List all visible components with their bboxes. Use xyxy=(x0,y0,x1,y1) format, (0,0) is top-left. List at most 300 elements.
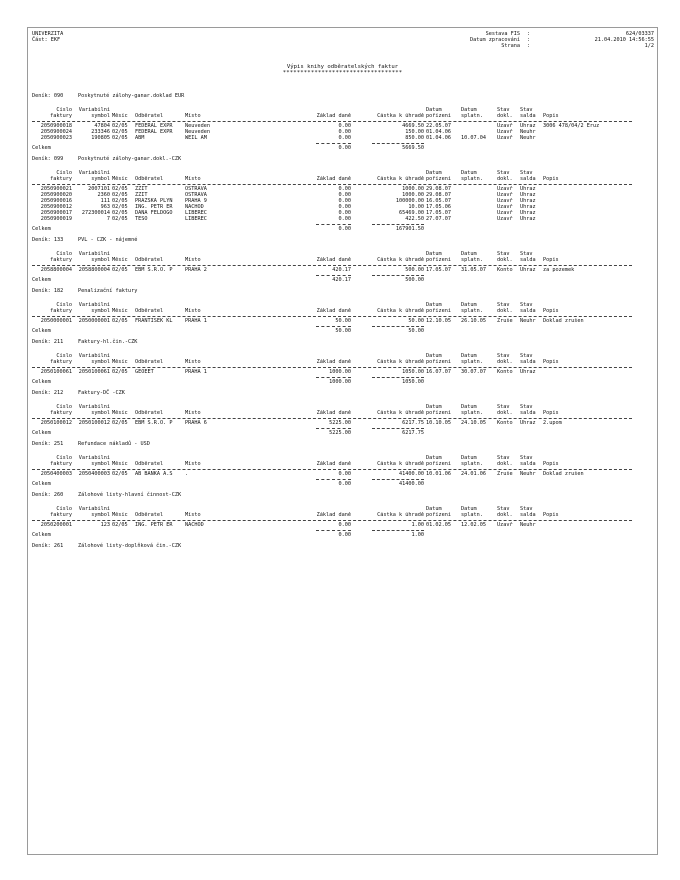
cell-date-created: 27.07.07 xyxy=(426,216,451,222)
column-header-date-created: pořízení xyxy=(426,359,451,365)
cell-amount-due: 6217.75 xyxy=(402,420,424,426)
cell-customer: ZZIT xyxy=(135,186,148,192)
total-row xyxy=(32,145,652,152)
column-header-variable-symbol: symbol xyxy=(91,461,110,467)
header-separator xyxy=(32,184,632,185)
column-header-top-balance-status: Stav xyxy=(520,353,533,359)
cell-balance-status: Uhraz xyxy=(520,123,536,129)
total-row xyxy=(32,430,652,437)
journal-name: Zálohové listy-hlavní činnost-CZK xyxy=(78,492,182,498)
column-header-balance-status: salda xyxy=(520,461,536,467)
column-header xyxy=(32,403,652,417)
cell-amount-due: 50.00 xyxy=(408,318,424,324)
header-separator xyxy=(32,469,632,470)
cell-customer: FEDERAL EXPR xyxy=(135,129,173,135)
column-header-date-created: pořízení xyxy=(426,257,451,263)
cell-amount-due: 1050.00 xyxy=(402,369,424,375)
cell-balance-status: Uhraz xyxy=(520,198,536,204)
cell-date-created: 12.10.05 xyxy=(426,318,451,324)
cell-tax-base: 0.00 xyxy=(338,204,351,210)
cell-variable-symbol: 2050100061 xyxy=(78,369,110,375)
total-separator-amount xyxy=(372,326,424,327)
cell-doc-status: Konto xyxy=(497,369,513,375)
column-header xyxy=(32,454,652,468)
column-header-balance-status: salda xyxy=(520,176,536,182)
column-header-date-due: splatn. xyxy=(461,257,483,263)
column-header-month: Měsíc xyxy=(112,461,128,467)
column-header-date-created: pořízení xyxy=(426,461,451,467)
column-header-description: Popis xyxy=(543,461,559,467)
column-header-balance-status: salda xyxy=(520,113,536,119)
cell-description: 3006 478/04/2 Eruz xyxy=(543,123,600,129)
column-header-top-date-created: Datum xyxy=(426,506,442,512)
column-header-date-due: splatn. xyxy=(461,308,483,314)
cell-customer: DANA FELDOGO xyxy=(135,210,173,216)
cell-variable-symbol: 2050000001 xyxy=(78,318,110,324)
cell-doc-status: Uzavř xyxy=(497,186,513,192)
column-header-customer: Odběratel xyxy=(135,113,164,119)
cell-tax-base: 0.00 xyxy=(338,129,351,135)
column-header-month: Měsíc xyxy=(112,512,128,518)
column-header-date-created: pořízení xyxy=(426,113,451,119)
column-header-top-date-due: Datum xyxy=(461,353,477,359)
column-header-doc-status: dokl. xyxy=(497,410,513,416)
column-header-top-doc-status: Stav xyxy=(497,506,510,512)
cell-date-due: 24.10.05 xyxy=(461,420,486,426)
cell-month: 02/05 xyxy=(112,420,128,426)
cell-place: PRAHA 2 xyxy=(185,267,207,273)
column-header-tax-base: Základ daně xyxy=(316,113,351,119)
cell-variable-symbol: 111 xyxy=(100,198,110,204)
cell-month: 02/05 xyxy=(112,522,128,528)
column-header-description: Popis xyxy=(543,113,559,119)
column-header-tax-base: Základ daně xyxy=(316,176,351,182)
journal-label-text: Deník: xyxy=(32,237,51,243)
cell-tax-base: 0.00 xyxy=(338,135,351,141)
total-separator-tax xyxy=(316,479,351,480)
header-separator xyxy=(32,418,632,419)
total-separator-tax xyxy=(316,326,351,327)
cell-invoice-number: 2050900019 xyxy=(40,216,72,222)
cell-date-created: 10.10.05 xyxy=(426,420,451,426)
journal-label xyxy=(32,492,78,498)
cell-place: LIBEREC xyxy=(185,216,207,222)
journal-label xyxy=(32,156,78,162)
cell-date-created: 01.04.06 xyxy=(426,135,451,141)
cell-date-created: 01.04.06 xyxy=(426,129,451,135)
total-separator-amount xyxy=(372,224,424,225)
journal-label-text: Deník: xyxy=(32,156,51,162)
total-amount-due: 1050.00 xyxy=(402,379,424,385)
journal-section-header xyxy=(32,156,652,165)
journal-name: Penalizační faktury xyxy=(78,288,138,294)
journal-code: 133 xyxy=(53,237,64,243)
cell-description: 2.upom xyxy=(543,420,562,426)
column-header-customer: Odběratel xyxy=(135,512,164,518)
column-header-date-due: splatn. xyxy=(461,512,483,518)
journal-section xyxy=(32,237,652,284)
cell-place: PRAHA 1 xyxy=(185,318,207,324)
column-header-doc-status: dokl. xyxy=(497,113,513,119)
cell-amount-due: 65469.00 xyxy=(399,210,424,216)
cell-place: Neuveden xyxy=(185,123,210,129)
total-separator-tax xyxy=(316,275,351,276)
column-header-balance-status: salda xyxy=(520,410,536,416)
cell-invoice-number: 2050100012 xyxy=(40,420,72,426)
total-separator-tax xyxy=(316,224,351,225)
column-header-doc-status: dokl. xyxy=(497,461,513,467)
column-header-customer: Odběratel xyxy=(135,176,164,182)
cell-amount-due: 4669.50 xyxy=(402,123,424,129)
column-header-month: Měsíc xyxy=(112,410,128,416)
cell-customer: GEOEET xyxy=(135,369,154,375)
column-header-description: Popis xyxy=(543,176,559,182)
total-row xyxy=(32,379,652,386)
cell-date-created: 29.08.07 xyxy=(426,186,451,192)
column-header-balance-status: salda xyxy=(520,512,536,518)
column-header-variable-symbol: symbol xyxy=(91,512,110,518)
report-header-right xyxy=(468,31,654,49)
column-header-amount-due: Částka k úhradě xyxy=(377,410,424,416)
cell-month: 02/05 xyxy=(112,135,128,141)
column-header xyxy=(32,301,652,315)
header-separator xyxy=(32,520,632,521)
total-label: Celkem xyxy=(32,328,51,334)
column-header-top-variable-symbol: Variabilní xyxy=(78,170,110,176)
column-header-invoice-number: faktury xyxy=(50,512,72,518)
cell-balance-status: Uhraz xyxy=(520,192,536,198)
cell-place: OSTRAVA xyxy=(185,192,207,198)
journal-section xyxy=(32,93,652,152)
column-header-description: Popis xyxy=(543,410,559,416)
cell-customer: PRAŽSKÁ PLYN xyxy=(135,198,173,204)
total-amount-due: 167901.50 xyxy=(395,226,424,232)
cell-amount-due: 41400.00 xyxy=(399,471,424,477)
cell-customer: ZZIT xyxy=(135,192,148,198)
column-header-description: Popis xyxy=(543,308,559,314)
cell-invoice-number: 2050100061 xyxy=(40,369,72,375)
column-header-top-variable-symbol: Variabilní xyxy=(78,251,110,257)
cell-month: 02/05 xyxy=(112,123,128,129)
column-header-top-invoice-number: Číslo xyxy=(56,506,72,512)
total-label: Celkem xyxy=(32,532,51,538)
column-header-top-doc-status: Stav xyxy=(497,251,510,257)
cell-tax-base: 0.00 xyxy=(338,186,351,192)
cell-invoice-number: 2050900016 xyxy=(40,198,72,204)
cell-tax-base: 0.00 xyxy=(338,210,351,216)
cell-date-created: 17.05.06 xyxy=(426,204,451,210)
column-header xyxy=(32,169,652,183)
column-header-balance-status: salda xyxy=(520,257,536,263)
column-header-doc-status: dokl. xyxy=(497,359,513,365)
cell-amount-due: 500.00 xyxy=(405,267,424,273)
journal-label xyxy=(32,543,78,549)
cell-invoice-number: 2050200001 xyxy=(40,522,72,528)
total-amount-due: 50.00 xyxy=(408,328,424,334)
cell-description: za pozemek xyxy=(543,267,575,273)
total-tax-base: 0.00 xyxy=(338,481,351,487)
cell-variable-symbol: 47804 xyxy=(94,123,110,129)
column-header-top-balance-status: Stav xyxy=(520,506,533,512)
journal-section xyxy=(32,156,652,233)
column-header-month: Měsíc xyxy=(112,359,128,365)
column-header-top-variable-symbol: Variabilní xyxy=(78,353,110,359)
column-header-customer: Odběratel xyxy=(135,257,164,263)
cell-description: Doklad zrušen xyxy=(543,471,584,477)
cell-month: 02/05 xyxy=(112,198,128,204)
column-header-top-invoice-number: Číslo xyxy=(56,251,72,257)
cell-invoice-number: 2050400003 xyxy=(40,471,72,477)
total-tax-base: 5225.00 xyxy=(329,430,351,436)
cell-balance-status: Uhraz xyxy=(520,210,536,216)
column-header-invoice-number: faktury xyxy=(50,308,72,314)
column-header-date-due: splatn. xyxy=(461,359,483,365)
cell-month: 02/05 xyxy=(112,369,128,375)
column-header-invoice-number: faktury xyxy=(50,176,72,182)
journal-section xyxy=(32,492,652,539)
cell-amount-due: 850.00 xyxy=(405,135,424,141)
column-header-top-invoice-number: Číslo xyxy=(56,455,72,461)
column-header-variable-symbol: symbol xyxy=(91,257,110,263)
cell-balance-status: Neuhr xyxy=(520,129,536,135)
cell-variable-symbol: 7 xyxy=(106,216,110,222)
column-header-top-balance-status: Stav xyxy=(520,107,533,113)
cell-month: 02/05 xyxy=(112,204,128,210)
column-header-doc-status: dokl. xyxy=(497,308,513,314)
total-label: Celkem xyxy=(32,145,51,151)
column-header-variable-symbol: symbol xyxy=(91,308,110,314)
journal-section-header xyxy=(32,93,652,102)
column-header-top-doc-status: Stav xyxy=(497,353,510,359)
cell-balance-status: Neuhr xyxy=(520,522,536,528)
column-header-doc-status: dokl. xyxy=(497,512,513,518)
header-meta-value: 1/2 xyxy=(644,43,654,49)
column-header xyxy=(32,505,652,519)
column-header-place: Místo xyxy=(185,410,201,416)
report-header-left xyxy=(32,31,63,43)
column-header-tax-base: Základ daně xyxy=(316,410,351,416)
cell-tax-base: 0.00 xyxy=(338,123,351,129)
header-meta-colon: : xyxy=(526,37,530,43)
cell-place: NÁCHOD xyxy=(185,204,204,210)
cell-invoice-number: 2050900020 xyxy=(40,192,72,198)
column-header-customer: Odběratel xyxy=(135,461,164,467)
column-header-top-date-due: Datum xyxy=(461,251,477,257)
column-header-month: Měsíc xyxy=(112,113,128,119)
cell-place: . xyxy=(185,471,189,477)
column-header-top-variable-symbol: Variabilní xyxy=(78,404,110,410)
journal-code: 261 xyxy=(53,543,64,549)
journal-label-text: Deník: xyxy=(32,93,51,99)
cell-invoice-number: 2050900023 xyxy=(40,135,72,141)
journal-code: 251 xyxy=(53,441,64,447)
column-header-top-doc-status: Stav xyxy=(497,302,510,308)
column-header-top-invoice-number: Číslo xyxy=(56,404,72,410)
journal-name: Poskytnuté zálohy-ganar.dokl.-CZK xyxy=(78,156,182,162)
cell-balance-status: Uhraz xyxy=(520,204,536,210)
column-header-top-date-due: Datum xyxy=(461,302,477,308)
cell-invoice-number: 2050000001 xyxy=(40,318,72,324)
cell-tax-base: 0.00 xyxy=(338,216,351,222)
column-header-top-balance-status: Stav xyxy=(520,302,533,308)
cell-date-created: 01.02.05 xyxy=(426,522,451,528)
cell-doc-status: Uzavř xyxy=(497,123,513,129)
cell-variable-symbol: 2007101 xyxy=(88,186,110,192)
header-meta-value: 624/03337 xyxy=(625,31,654,37)
cell-month: 02/05 xyxy=(112,216,128,222)
cell-place: WEIL AM xyxy=(185,135,207,141)
column-header-tax-base: Základ daně xyxy=(316,257,351,263)
cell-variable-symbol: 123 xyxy=(100,522,110,528)
journal-section-header xyxy=(32,441,652,450)
column-header-top-balance-status: Stav xyxy=(520,170,533,176)
cell-tax-base: 0.00 xyxy=(338,471,351,477)
journal-label xyxy=(32,288,78,294)
column-header-top-invoice-number: Číslo xyxy=(56,107,72,113)
cell-variable-symbol: 2360 xyxy=(97,192,110,198)
cell-tax-base: 1000.00 xyxy=(329,369,351,375)
total-tax-base: 0.00 xyxy=(338,532,351,538)
cell-variable-symbol: 2058800004 xyxy=(78,267,110,273)
cell-date-created: 10.01.06 xyxy=(426,471,451,477)
column-header-date-created: pořízení xyxy=(426,308,451,314)
column-header-customer: Odběratel xyxy=(135,359,164,365)
column-header-tax-base: Základ daně xyxy=(316,512,351,518)
column-header-date-created: pořízení xyxy=(426,410,451,416)
total-amount-due: 1.00 xyxy=(411,532,424,538)
cell-customer: TESO xyxy=(135,216,148,222)
journal-label-text: Deník: xyxy=(32,288,51,294)
column-header-top-balance-status: Stav xyxy=(520,251,533,257)
journal-label xyxy=(32,93,78,99)
total-separator-tax xyxy=(316,428,351,429)
header-separator xyxy=(32,367,632,368)
column-header-top-doc-status: Stav xyxy=(497,455,510,461)
total-label: Celkem xyxy=(32,277,51,283)
cell-doc-status: Uzavř xyxy=(497,192,513,198)
journal-label-text: Deník: xyxy=(32,441,51,447)
journal-code: 212 xyxy=(53,390,64,396)
org-name: UNIVERZITA xyxy=(32,31,64,37)
column-header-place: Místo xyxy=(185,512,201,518)
cell-tax-base: 0.00 xyxy=(338,522,351,528)
total-separator-amount xyxy=(372,479,424,480)
column-header-amount-due: Částka k úhradě xyxy=(377,176,424,182)
cell-amount-due: 422.50 xyxy=(405,216,424,222)
cell-place: PRAHA 9 xyxy=(185,198,207,204)
column-header-customer: Odběratel xyxy=(135,308,164,314)
journal-section xyxy=(32,543,652,552)
total-tax-base: 0.00 xyxy=(338,226,351,232)
column-header-variable-symbol: symbol xyxy=(91,176,110,182)
total-separator-amount xyxy=(372,143,424,144)
journal-code: 260 xyxy=(53,492,64,498)
cell-balance-status: Neuhr xyxy=(520,471,536,477)
total-amount-due: 500.00 xyxy=(405,277,424,283)
cell-doc-status: Uzavř xyxy=(497,210,513,216)
cell-amount-due: 1.00 xyxy=(411,522,424,528)
cell-date-due: 24.01.06 xyxy=(461,471,486,477)
cell-amount-due: 150.00 xyxy=(405,129,424,135)
cell-date-due: 26.10.05 xyxy=(461,318,486,324)
cell-date-due: 10.07.04 xyxy=(461,135,486,141)
column-header-date-due: splatn. xyxy=(461,113,483,119)
cell-customer: EBM S.R.O. P xyxy=(135,267,173,273)
column-header-month: Měsíc xyxy=(112,257,128,263)
total-label: Celkem xyxy=(32,481,51,487)
cell-date-created: 16.05.07 xyxy=(426,198,451,204)
journal-label xyxy=(32,339,78,345)
journal-code: 090 xyxy=(53,93,64,99)
cell-balance-status: Uhraz xyxy=(520,420,536,426)
cell-variable-symbol: 963 xyxy=(100,204,110,210)
column-header-top-date-created: Datum xyxy=(426,107,442,113)
cell-invoice-number: 2050900012 xyxy=(40,204,72,210)
cell-date-created: 16.07.07 xyxy=(426,369,451,375)
journal-section-header xyxy=(32,390,652,399)
column-header-top-date-created: Datum xyxy=(426,302,442,308)
column-header-customer: Odběratel xyxy=(135,410,164,416)
column-header-top-date-created: Datum xyxy=(426,251,442,257)
cell-place: LIBEREC xyxy=(185,210,207,216)
journal-label-text: Deník: xyxy=(32,390,51,396)
column-header-balance-status: salda xyxy=(520,308,536,314)
cell-customer: ABM xyxy=(135,135,145,141)
column-header-tax-base: Základ daně xyxy=(316,359,351,365)
column-header-invoice-number: faktury xyxy=(50,410,72,416)
cell-balance-status: Neuhr xyxy=(520,318,536,324)
header-meta-key: Datum zpracování xyxy=(470,37,520,43)
column-header-top-doc-status: Stav xyxy=(497,107,510,113)
column-header-top-date-due: Datum xyxy=(461,170,477,176)
column-header-top-variable-symbol: Variabilní xyxy=(78,506,110,512)
header-meta-value: 21.04.2010 14:56:55 xyxy=(594,37,654,43)
total-amount-due: 5669.50 xyxy=(402,145,424,151)
column-header-top-date-created: Datum xyxy=(426,455,442,461)
column-header-place: Místo xyxy=(185,461,201,467)
total-row xyxy=(32,532,652,539)
column-header-date-created: pořízení xyxy=(426,512,451,518)
cell-variable-symbol: 2050400003 xyxy=(78,471,110,477)
header-separator xyxy=(32,265,632,266)
report-title xyxy=(28,64,657,76)
column-header-amount-due: Částka k úhradě xyxy=(377,308,424,314)
journal-label-text: Deník: xyxy=(32,543,51,549)
column-header-date-created: pořízení xyxy=(426,176,451,182)
cell-customer: FRANTIŠEK KL xyxy=(135,318,173,324)
cell-month: 02/05 xyxy=(112,471,128,477)
cell-date-due: 12.02.05 xyxy=(461,522,486,528)
journal-code: 211 xyxy=(53,339,64,345)
column-header-month: Měsíc xyxy=(112,308,128,314)
cell-doc-status: Zruše xyxy=(497,471,513,477)
header-separator xyxy=(32,121,632,122)
total-row xyxy=(32,328,652,335)
journal-section xyxy=(32,441,652,488)
column-header-variable-symbol: symbol xyxy=(91,410,110,416)
journal-section-header xyxy=(32,543,652,552)
column-header-top-invoice-number: Číslo xyxy=(56,302,72,308)
cell-balance-status: Uhraz xyxy=(520,369,536,375)
cell-variable-symbol: 272300014 xyxy=(81,210,110,216)
column-header-place: Místo xyxy=(185,176,201,182)
column-header-place: Místo xyxy=(185,113,201,119)
column-header-top-variable-symbol: Variabilní xyxy=(78,302,110,308)
cell-customer: FEDERAL EXPR xyxy=(135,123,173,129)
report-title-text: Výpis knihy odběratelských faktur xyxy=(286,64,399,70)
cell-month: 02/05 xyxy=(112,318,128,324)
column-header-date-due: splatn. xyxy=(461,461,483,467)
